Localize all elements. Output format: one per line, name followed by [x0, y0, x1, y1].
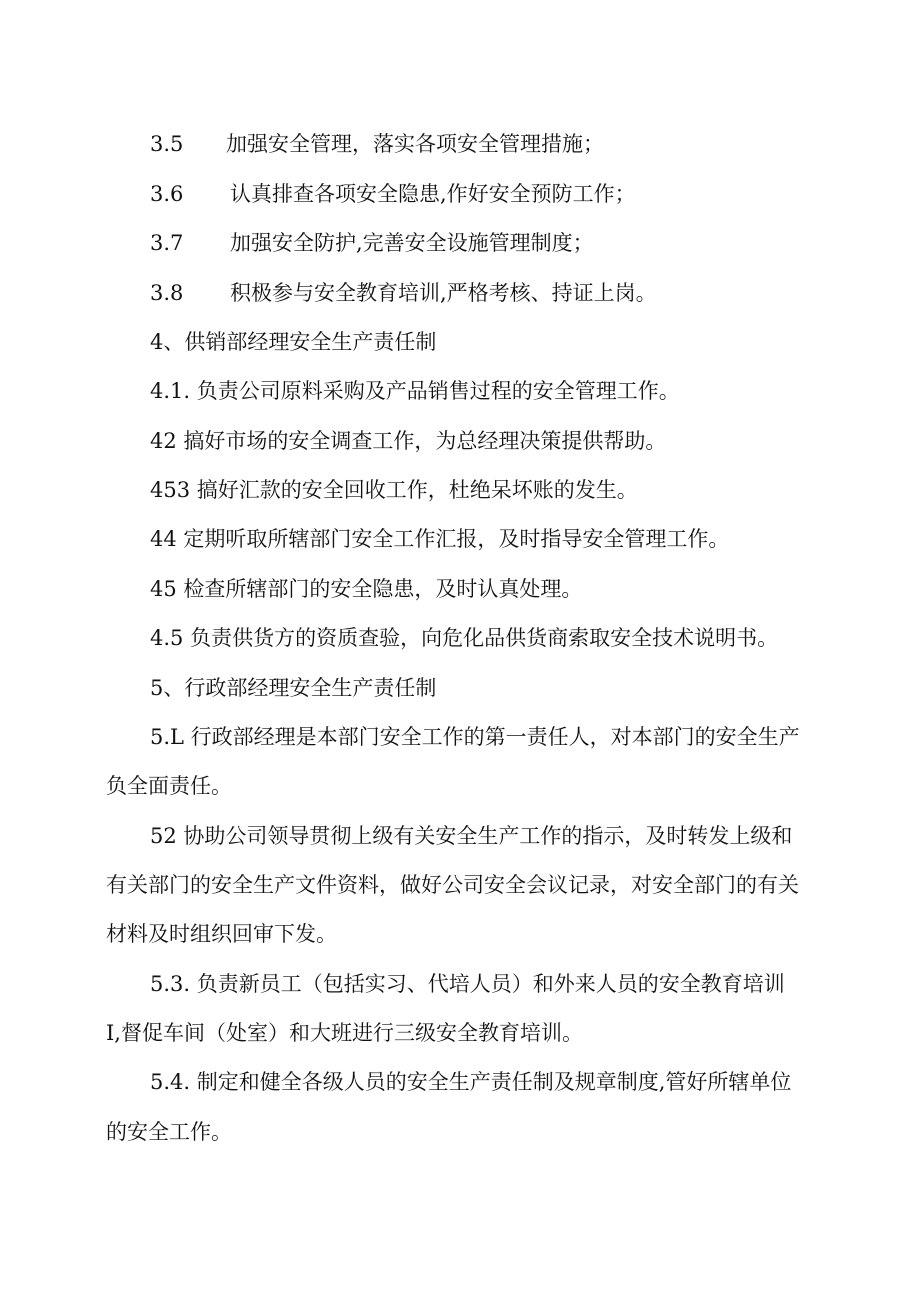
list-item: 4.1. 负责公司原料采购及产品销售过程的安全管理工作。 [150, 379, 680, 403]
list-item: 45 检查所辖部门的安全隐患，及时认真处理。 [150, 577, 583, 601]
list-item: 453 搞好汇款的安全回收工作，杜绝呆坏账的发生。 [150, 478, 638, 502]
paragraph-line: 5.4. 制定和健全各级人员的安全生产责任制及规章制度,管好所辖单位 [150, 1070, 792, 1094]
paragraph-line: 有关部门的安全生产文件资料，做好公司安全会议记录，对安全部门的有关 [106, 873, 799, 897]
list-item [0, 180, 920, 208]
list-item [0, 279, 920, 307]
section-heading: 4、供销部经理安全生产责任制 [150, 330, 437, 354]
item-number: 3.8 [150, 281, 184, 305]
list-item [0, 229, 920, 257]
list-item: 4.5 负责供货方的资质查验，向危化品供货商索取安全技术说明书。 [150, 626, 779, 650]
paragraph-line: 5.3. 负责新员工（包括实习、代培人员）和外来人员的安全教育培训 [150, 972, 785, 996]
item-text: 认真排查各项安全隐患,作好安全预防工作； [230, 182, 636, 206]
paragraph-line: 材料及时组织回审下发。 [106, 922, 337, 946]
paragraph-line: I,督促车间（处室）和大班进行三级安全教育培训。 [106, 1021, 583, 1045]
item-text: 加强安全管理，落实各项安全管理措施； [226, 132, 604, 156]
list-item: 44 定期听取所辖部门安全工作汇报，及时指导安全管理工作。 [150, 527, 730, 551]
paragraph-line: 的安全工作。 [106, 1120, 232, 1144]
item-number: 3.6 [150, 182, 184, 206]
item-text: 加强安全防护,完善安全设施管理制度； [230, 231, 594, 255]
paragraph-line: 负全面责任。 [106, 774, 232, 798]
list-item: 42 搞好市场的安全调查工作，为总经理决策提供帮助。 [150, 429, 667, 453]
paragraph-line: 52 协助公司领导贯彻上级有关安全生产工作的指示，及时转发上级和 [150, 824, 793, 848]
list-item [0, 130, 920, 158]
paragraph-line: 5.L 行政部经理是本部门安全工作的第一责任人，对本部门的安全生产 [150, 725, 800, 749]
section-heading: 5、行政部经理安全生产责任制 [150, 676, 437, 700]
item-number: 3.7 [150, 231, 184, 255]
item-text: 积极参与安全教育培训,严格考核、持证上岗。 [230, 281, 657, 305]
item-number: 3.5 [150, 132, 184, 156]
